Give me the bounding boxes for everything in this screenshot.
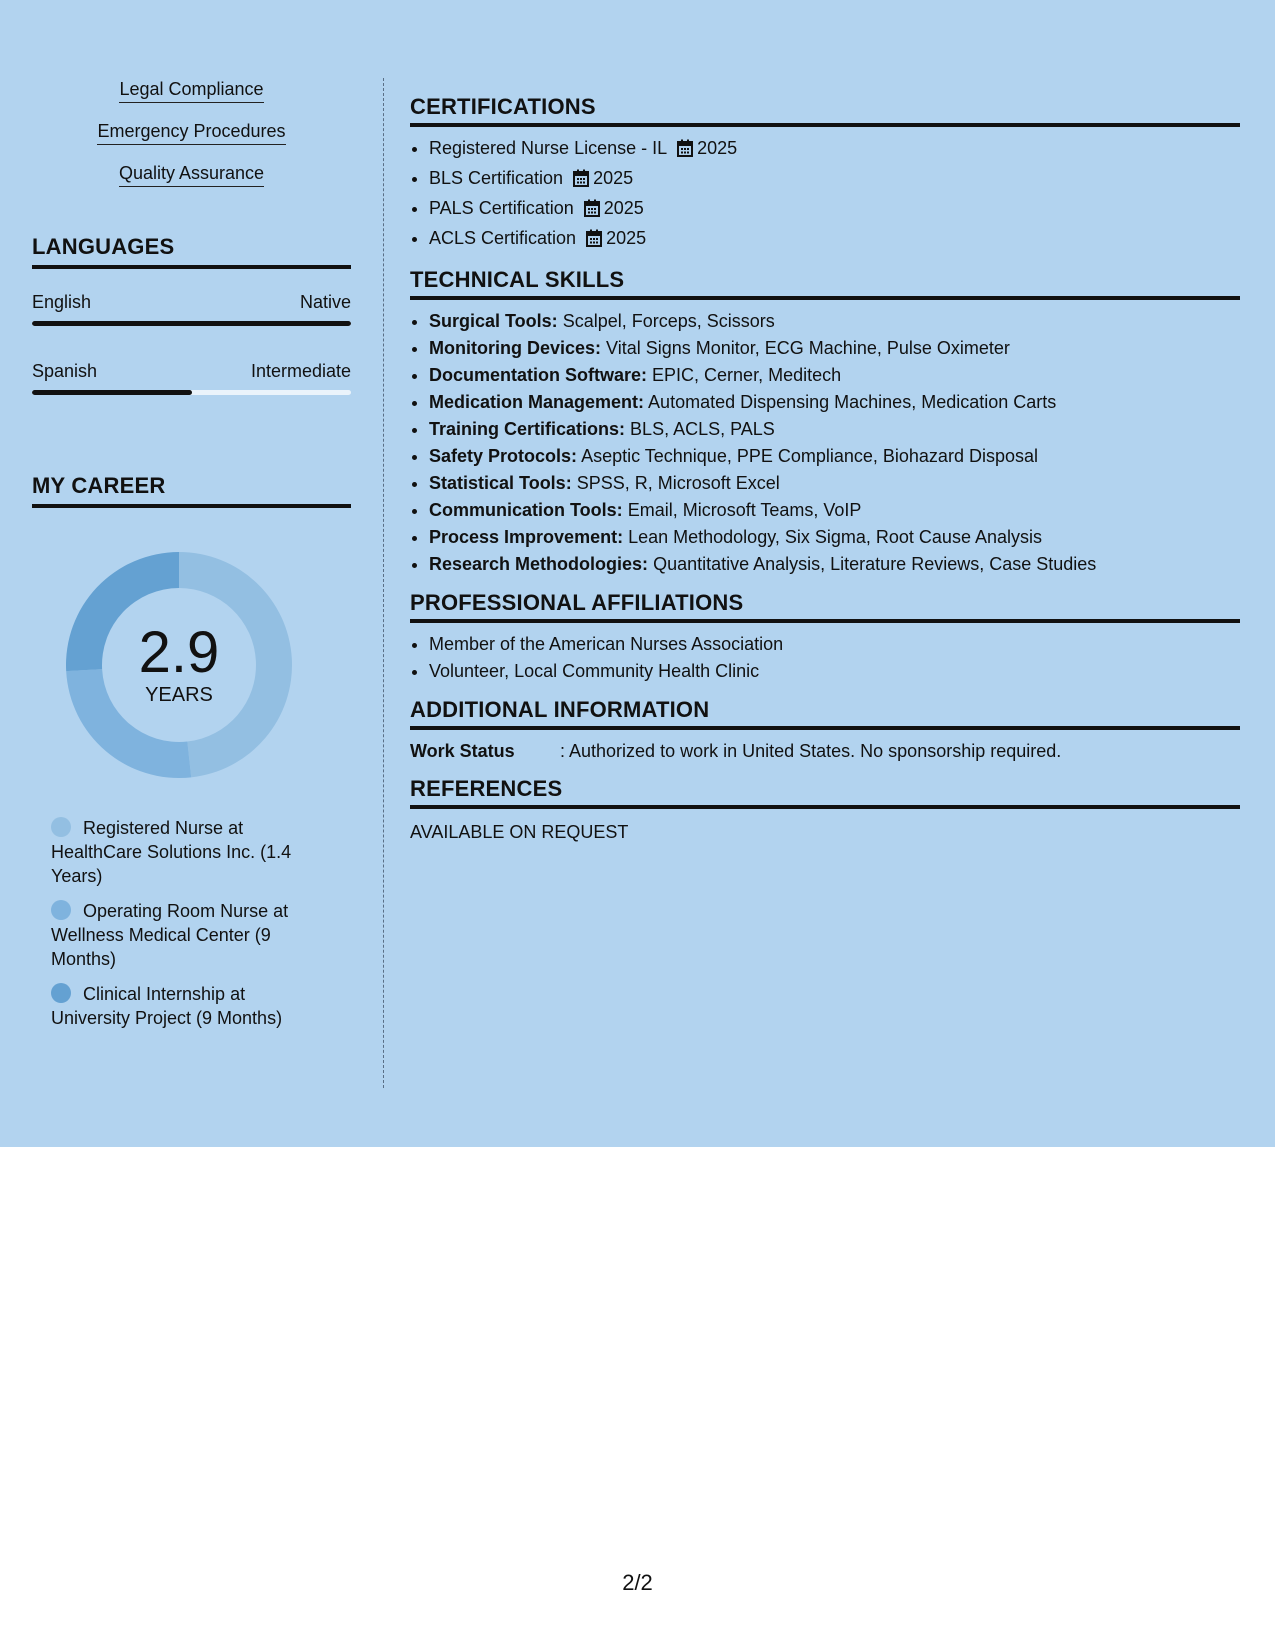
career-legend-item [51, 982, 321, 1030]
career-legend-item [51, 899, 321, 971]
calendar-icon [573, 168, 589, 195]
skill-label: Training Certifications: [429, 419, 626, 439]
career-legend-label: Clinical Internship at University Project (9 Months) [51, 984, 283, 1028]
skill-label: Medication Management: [429, 392, 645, 412]
language-english [32, 291, 351, 326]
skill-value: Lean Methodology, Six Sigma, Root Cause Analysis [628, 527, 1042, 547]
skill-label: Safety Protocols: [429, 446, 578, 466]
column-divider [383, 78, 384, 1088]
skill-label: Research Methodologies: [429, 554, 649, 574]
language-level: Intermediate [250, 361, 351, 381]
career-title: MY CAREER [32, 473, 351, 508]
career-legend [51, 816, 321, 1030]
work-status-label: Work Status [410, 741, 515, 761]
skill-tags [32, 78, 351, 204]
technical-skill-item [429, 497, 1240, 524]
additional-info-title: ADDITIONAL INFORMATION [410, 697, 1240, 730]
skill-label: Statistical Tools: [429, 473, 572, 493]
career-donut-chart [64, 550, 294, 780]
skill-label: Process Improvement: [429, 527, 624, 547]
certifications-list [410, 135, 1240, 255]
main-content [410, 94, 1240, 857]
certification-item [429, 225, 1240, 255]
language-level: Native [299, 292, 351, 312]
skill-value: BLS, ACLS, PALS [630, 419, 775, 439]
certification-year: 2025 [697, 138, 738, 158]
skill-tag: Emergency Procedures [97, 120, 285, 145]
certification-year: 2025 [606, 228, 647, 248]
certifications-title: CERTIFICATIONS [410, 94, 1240, 127]
skill-value: Aseptic Technique, PPE Compliance, Biohazard Disposal [581, 446, 1038, 466]
skill-value: Scalpel, Forceps, Scissors [562, 311, 775, 331]
technical-skills-list [410, 308, 1240, 578]
calendar-icon [677, 138, 693, 165]
certification-name: ACLS Certification [429, 228, 577, 248]
work-status-row [410, 738, 1240, 764]
additional-info-section [410, 697, 1240, 764]
career-legend-item [51, 816, 321, 888]
technical-skill-item [429, 362, 1240, 389]
calendar-icon [584, 198, 600, 225]
certification-name: BLS Certification [429, 168, 564, 188]
career-legend-label: Registered Nurse at HealthCare Solutions Inc. (1.4 Years) [51, 818, 292, 886]
sidebar [32, 78, 351, 1041]
skill-value: Email, Microsoft Teams, VoIP [627, 500, 862, 520]
language-name: English [32, 292, 92, 312]
skill-tag: Legal Compliance [119, 78, 263, 103]
certification-item [429, 135, 1240, 165]
technical-skill-item [429, 470, 1240, 497]
career-total: 2.9 [138, 620, 220, 685]
affiliations-title: PROFESSIONAL AFFILIATIONS [410, 590, 1240, 623]
technical-skills-title: TECHNICAL SKILLS [410, 267, 1240, 300]
certification-year: 2025 [603, 198, 644, 218]
language-name: Spanish [32, 361, 98, 381]
language-spanish [32, 360, 351, 395]
language-bar-fill [32, 390, 192, 395]
skill-label: Monitoring Devices: [429, 338, 602, 358]
skill-label: Communication Tools: [429, 500, 623, 520]
technical-skill-item [429, 443, 1240, 470]
page-number: 2/2 [622, 1570, 653, 1595]
language-bar [32, 321, 351, 326]
language-bar [32, 390, 351, 395]
work-status-value: : Authorized to work in United States. No sponsorship required. [560, 741, 1062, 761]
technical-skill-item [429, 524, 1240, 551]
certification-name: PALS Certification [429, 198, 574, 218]
affiliations-section [410, 590, 1240, 685]
skill-value: Quantitative Analysis, Literature Reviews, Case Studies [653, 554, 1097, 574]
skill-value: EPIC, Cerner, Meditech [652, 365, 842, 385]
skill-value: SPSS, R, Microsoft Excel [576, 473, 780, 493]
donut-center [64, 550, 294, 780]
skill-label: Documentation Software: [429, 365, 648, 385]
skill-label: Surgical Tools: [429, 311, 558, 331]
legend-dot-icon [51, 900, 71, 920]
technical-skill-item [429, 416, 1240, 443]
legend-dot-icon [51, 817, 71, 837]
certification-item [429, 195, 1240, 225]
technical-skill-item [429, 335, 1240, 362]
certification-item [429, 165, 1240, 195]
affiliations-list [410, 631, 1240, 685]
affiliation-item: • Volunteer, Local Community Health Clinic [429, 658, 1240, 685]
legend-dot-icon [51, 983, 71, 1003]
languages-title: LANGUAGES [32, 234, 351, 269]
technical-skill-item [429, 551, 1240, 578]
references-section [410, 776, 1240, 845]
calendar-icon [586, 228, 602, 255]
language-bar-fill [32, 321, 351, 326]
certifications-section [410, 94, 1240, 255]
certification-year: 2025 [593, 168, 634, 188]
technical-skill-item [429, 308, 1240, 335]
references-text: AVAILABLE ON REQUEST [410, 822, 629, 842]
skill-tag: Quality Assurance [119, 162, 264, 187]
career-unit: YEARS [145, 684, 213, 706]
technical-skill-item [429, 389, 1240, 416]
references-title: REFERENCES [410, 776, 1240, 809]
certification-name: Registered Nurse License - IL [429, 138, 668, 158]
skill-value: Automated Dispensing Machines, Medication Carts [648, 392, 1057, 412]
technical-skills-section [410, 267, 1240, 578]
career-legend-label: Operating Room Nurse at Wellness Medical Center (9 Months) [51, 901, 289, 969]
affiliation-item: • Member of the American Nurses Association [429, 631, 1240, 658]
skill-value: Vital Signs Monitor, ECG Machine, Pulse Oximeter [606, 338, 1010, 358]
